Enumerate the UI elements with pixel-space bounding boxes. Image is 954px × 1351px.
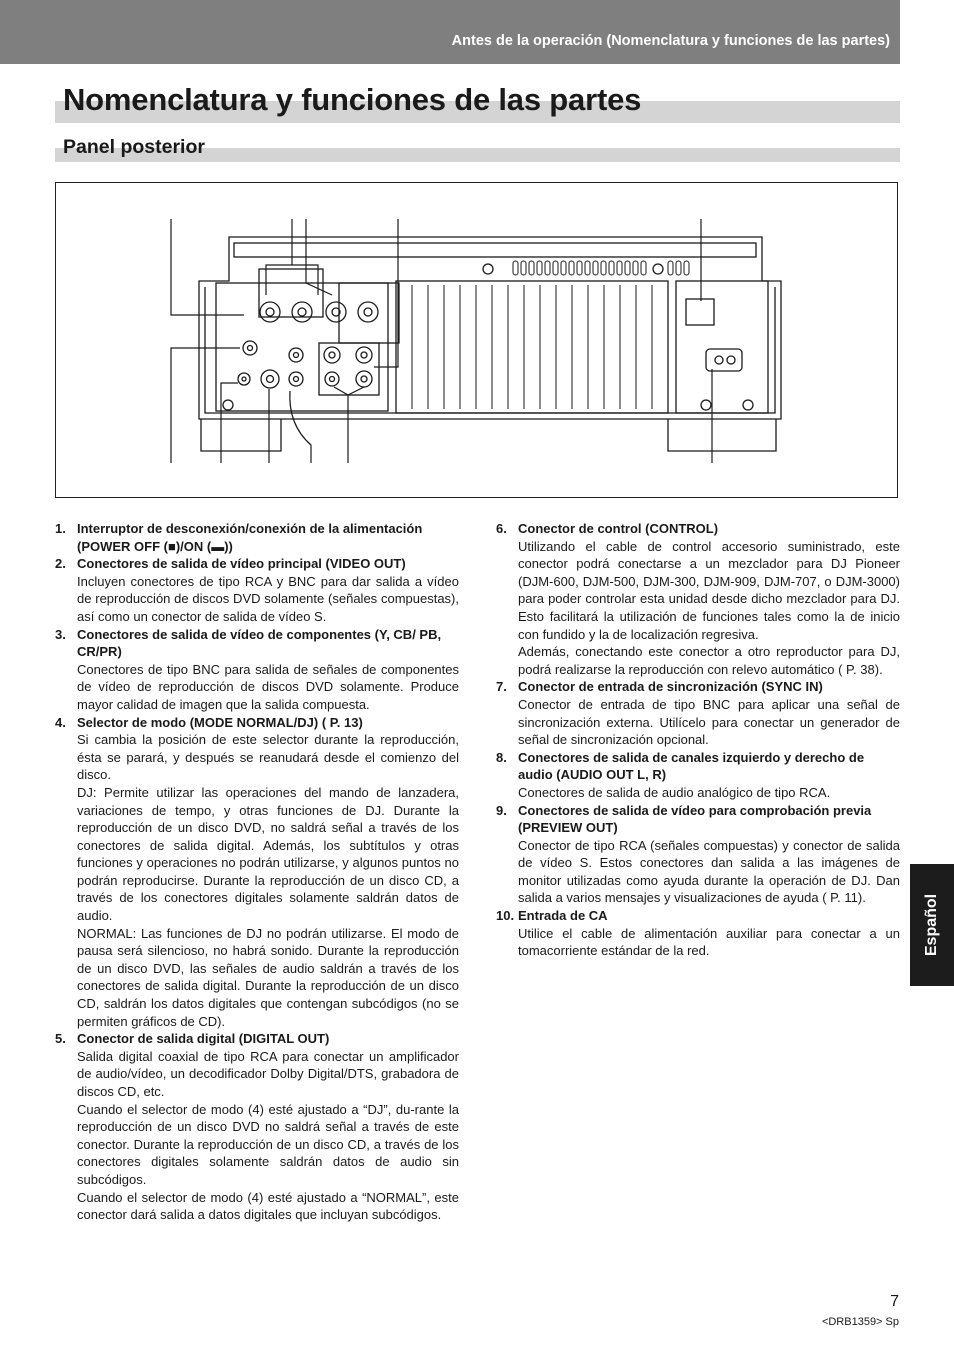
item-text: Incluyen conectores de tipo RCA y BNC para dar salida a vídeo de reproducción de discos DVD solamente (señales compuestas), así como un conector de salida de vídeo S. — [77, 573, 459, 624]
item-text: NORMAL: Las funciones de DJ no podrán utilizarse. El modo de pausa será silencioso, no habrá sonido. Durante la reproducción de un disco DVD, las señales de audio saldrán a través de los conectores de salida digital. Durante la reproducción de un disco CD, saldrán los datos digitales que contengan subcódigos (no se permiten gráficos de CD). — [77, 925, 459, 1029]
item-text: Utilice el cable de alimentación auxiliar para conectar a un tomacorriente estándar de la red. — [518, 925, 900, 959]
list-item — [496, 802, 900, 908]
item-title: Conectores de salida de vídeo para comprobación previa (PREVIEW OUT) — [518, 802, 872, 836]
item-number: 3. — [55, 626, 66, 642]
list-item — [55, 714, 459, 1031]
item-text: Cuando el selector de modo (4) esté ajustado a “NORMAL”, este conector dará salida a datos digitales que incluyan subcódigos. — [77, 1189, 459, 1223]
item-number: 2. — [55, 556, 66, 572]
item-title: Conector de salida digital (DIGITAL OUT) — [77, 1031, 330, 1047]
list-item — [55, 1030, 459, 1224]
item-title: Conectores de salida de vídeo principal (VIDEO OUT) — [77, 556, 406, 572]
list-item — [496, 749, 900, 802]
left-column — [55, 520, 459, 1224]
item-number: 10. — [496, 908, 515, 924]
item-text: Salida digital coaxial de tipo RCA para conectar un amplificador de audio/vídeo, un decodificador Dolby Digital/DTS, grabadora de discos CD, etc. — [77, 1048, 459, 1099]
page-title: Nomenclatura y funciones de las partes — [63, 82, 642, 117]
item-title: Conectores de salida de canales izquierdo y derecho de audio (AUDIO OUT L, R) — [518, 749, 865, 783]
item-title: Conector de entrada de sincronización (SYNC IN) — [518, 679, 823, 695]
item-text: Utilizando el cable de control accesorio suministrado, este conector podrá conectarse a un mezclador para DJ Pioneer (DJM-600, DJM-500, DJM-300, DJM-909, DJM-707, o DJM-3000) para poder controlar esta unidad desde dicho mezclador para DJ. Esto facilitará la utilización de funciones tales como la de inicio con fundido y la de localización regresiva. — [518, 538, 900, 642]
item-number: 7. — [496, 679, 507, 695]
item-number: 5. — [55, 1031, 66, 1047]
list-item — [496, 520, 900, 678]
item-text: Conector de entrada de tipo BNC para aplicar una señal de sincronización externa. Utilícelo para conectar un generador de señal de sincronización opcional. — [518, 696, 900, 748]
item-number: 8. — [496, 749, 507, 765]
item-number: 6. — [496, 521, 507, 536]
right-column — [496, 520, 900, 960]
list-item — [496, 678, 900, 748]
item-number: 4. — [55, 714, 66, 730]
list-item — [55, 626, 459, 714]
item-text: Conectores de salida de audio analógico de tipo RCA. — [518, 784, 831, 800]
item-title: Conector de control (CONTROL) — [518, 521, 719, 536]
language-tab-label: Español — [923, 893, 940, 957]
header-bar — [0, 0, 900, 64]
language-tab — [910, 864, 954, 986]
item-text: Además, conectando este conector a otro reproductor para DJ, podrá realizarse la reproducción con relevo automático ( P. 38). — [518, 644, 900, 677]
rear-panel-illustration — [56, 183, 899, 499]
item-text: Si cambia la posición de este selector durante la reproducción, ésta se parará, y después se reanudará desde el comienzo del disco. — [77, 732, 459, 783]
item-text: DJ: Permite utilizar las operaciones del mando de lanzadera, variaciones de tempo, y otras funciones de DJ. Durante la reproducción de un disco DVD, no saldrá señal a través de los conectores de salida digital. Además, los subtítulos y otras funciones y operaciones no podrán utilizarse, y algunos puntos no podrán reproducirse. Durante la reproducción de un disco CD, a través de los conectores digitales solamente saldrán datos de audio. — [77, 784, 459, 924]
item-title: Conectores de salida de vídeo de componentes (Y, CB/ PB, CR/PR) — [77, 626, 442, 660]
list-item — [55, 555, 459, 625]
item-title: Interruptor de desconexión/conexión de la alimentación (POWER OFF (■)/ON (▬)) — [77, 521, 423, 554]
section-header: Antes de la operación (Nomenclatura y funciones de las partes) — [451, 33, 890, 49]
list-item — [55, 520, 459, 555]
item-number: 9. — [496, 802, 507, 818]
item-number: 1. — [55, 521, 66, 536]
item-text: Cuando el selector de modo (4) esté ajustado a “DJ”, du-rante la reproducción de un disco DVD no saldrá señal a través de este conector. Durante la reproducción de un disco CD, a través de los conectores digitales solamente saldrán datos de audio sin subcódigos. — [77, 1101, 459, 1187]
list-item — [496, 907, 900, 960]
rear-panel-figure — [55, 182, 898, 498]
item-text: Conector de tipo RCA (señales compuestas) y conector de salida de vídeo S. Estos conectores dan salida a las imágenes de monitor utilizadas como ayuda durante la operación de DJ. Dan salida a varios mensajes y visualizaciones de ayuda ( P. 11). — [518, 837, 900, 906]
document-code: <DRB1359> Sp — [821, 1316, 899, 1328]
item-title: Entrada de CA — [518, 908, 608, 924]
item-title: Selector de modo (MODE NORMAL/DJ) ( P. 13) — [77, 714, 363, 730]
item-text: Conectores de tipo BNC para salida de señales de componentes de vídeo de reproducción de discos DVD solamente. Produce mayor calidad de imagen que la salida compuesta. — [77, 661, 459, 712]
section-subtitle: Panel posterior — [63, 136, 205, 158]
page-number: 7 — [890, 1293, 899, 1310]
